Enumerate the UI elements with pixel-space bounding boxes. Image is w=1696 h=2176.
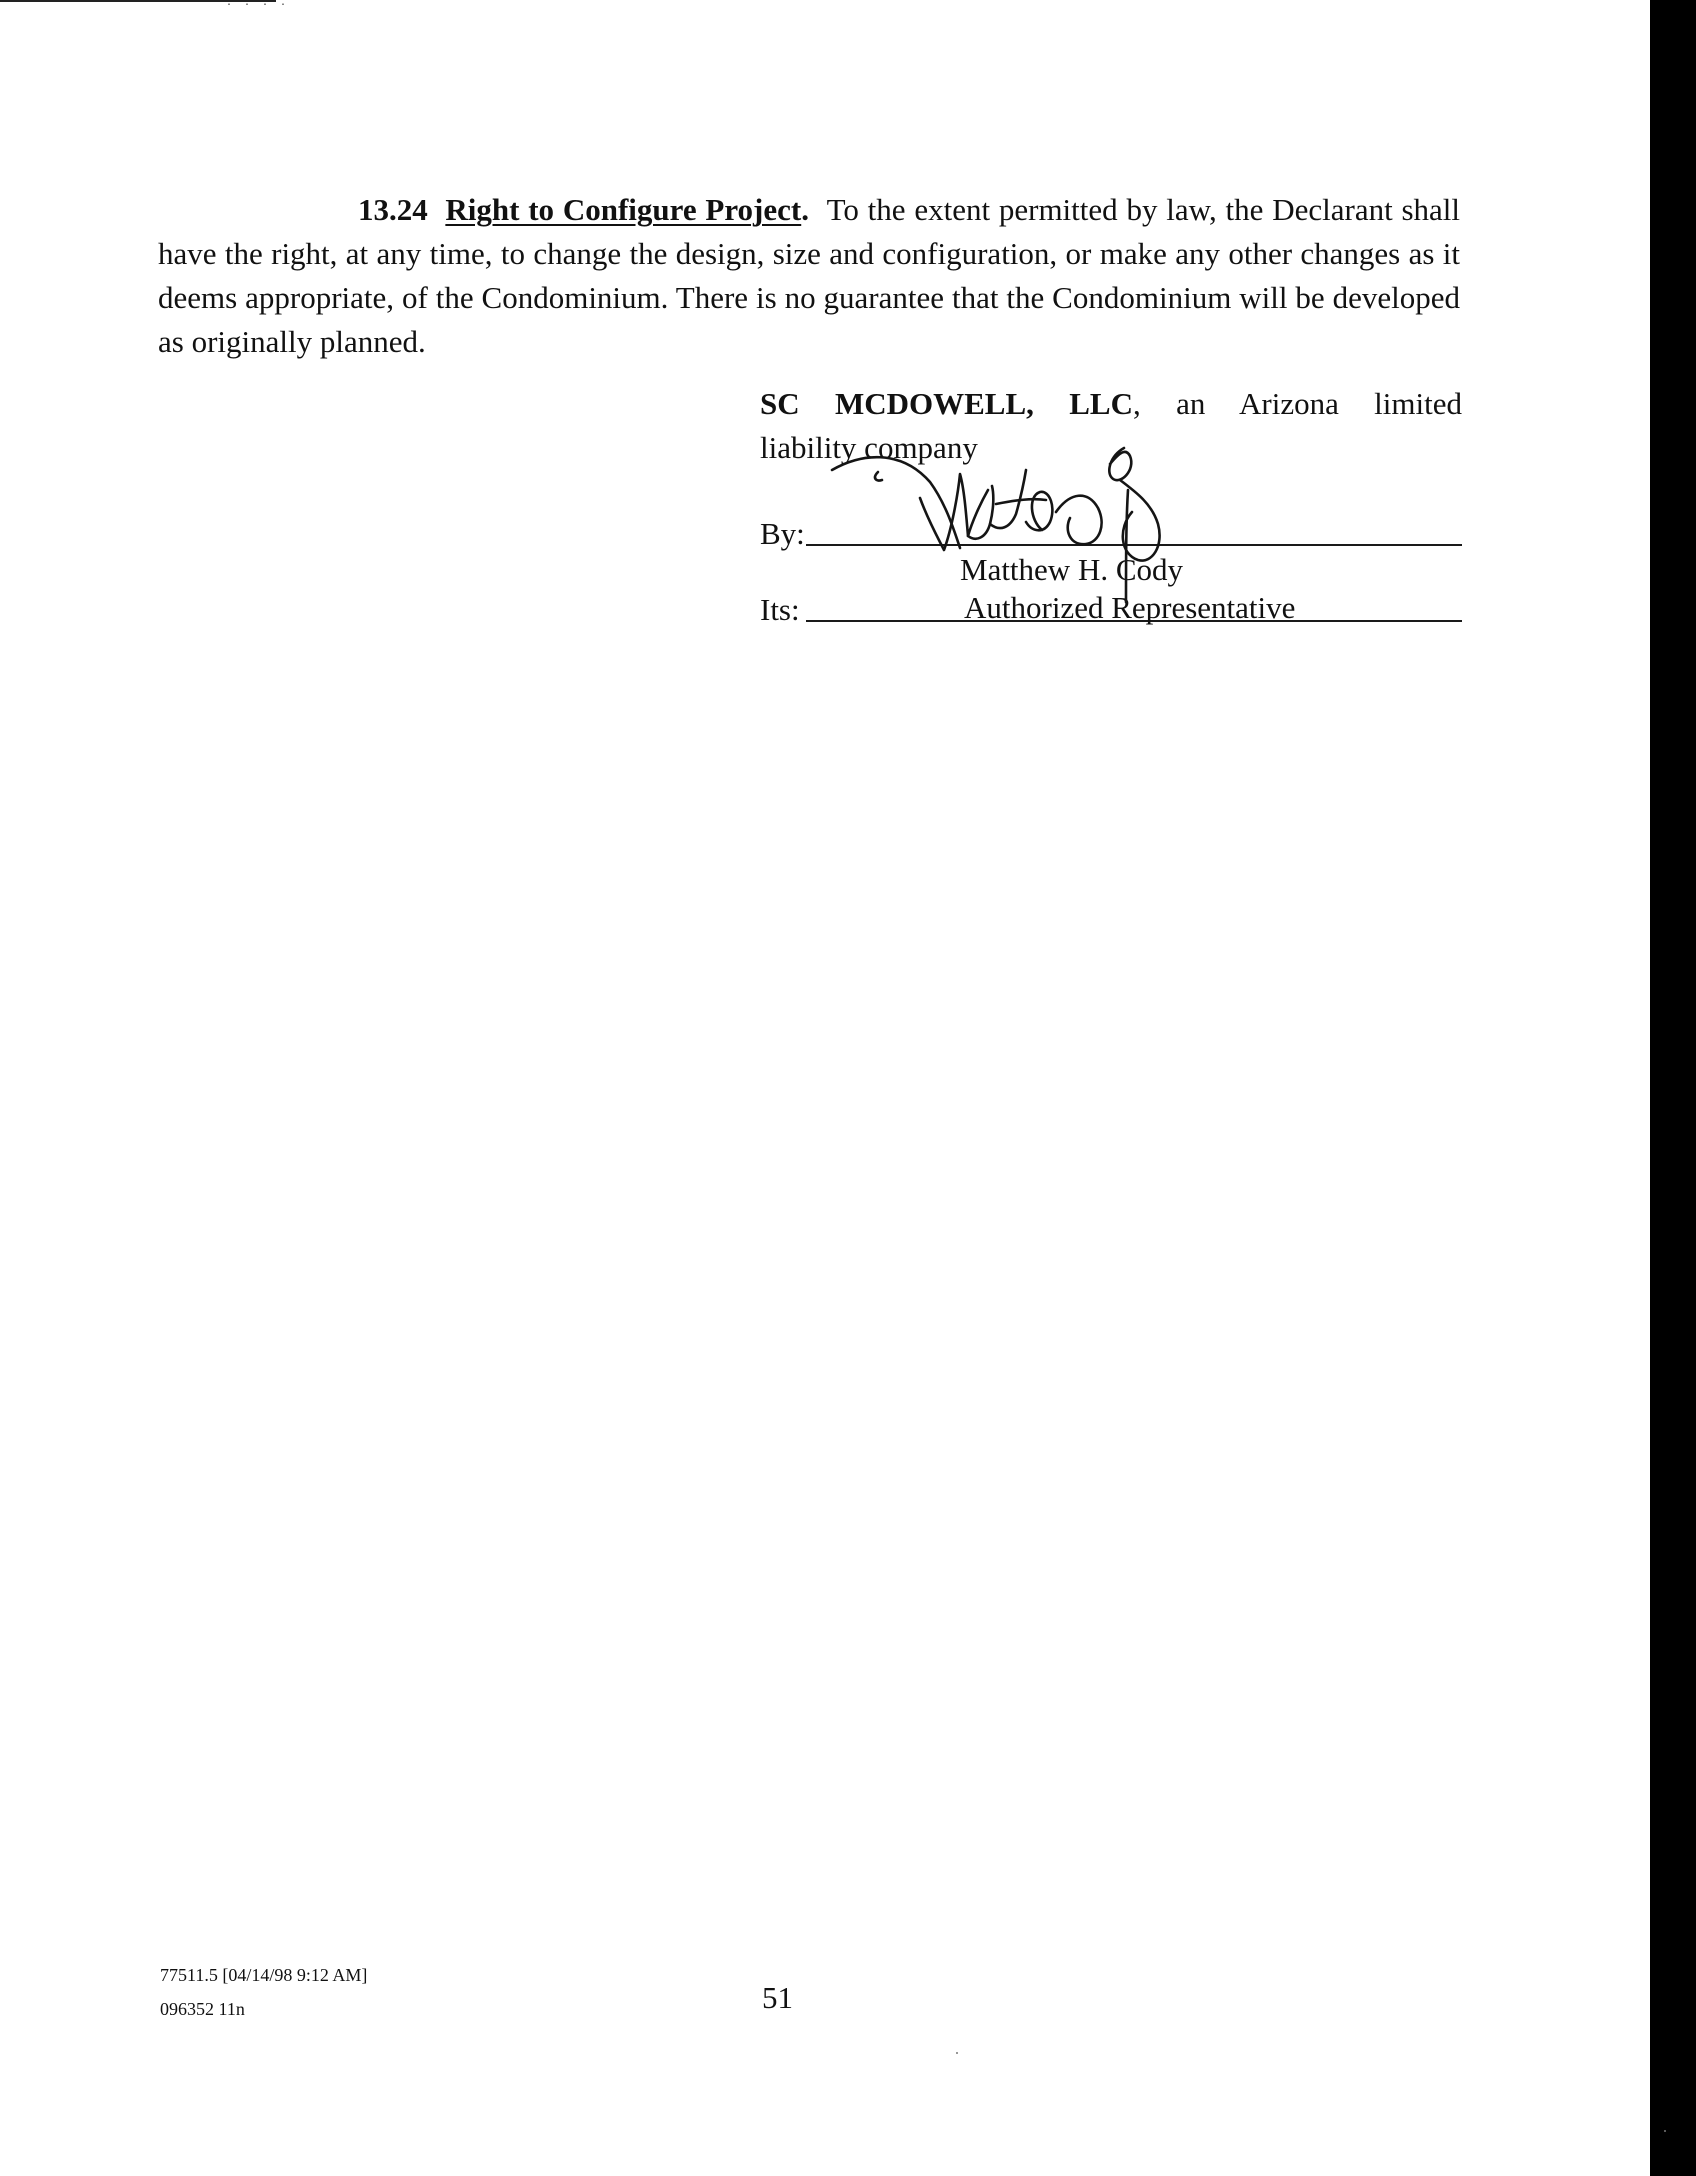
signer-name: Matthew H. Cody (960, 552, 1184, 587)
scan-speck (1664, 2130, 1666, 2132)
document-reference-line: 77511.5 [04/14/98 9:12 AM] (160, 1965, 368, 1985)
document-reference (160, 1958, 367, 2026)
document-reference-line: 096352 11n (160, 1999, 245, 2019)
section-number: 13.24 (358, 192, 428, 227)
signer-title: Authorized Representative (964, 590, 1296, 625)
page-number: 51 (762, 1980, 793, 2015)
section-title: Right to Configure Project (445, 192, 802, 227)
company-description-cont: liability company (760, 430, 978, 465)
company-description: , an Arizona limited (1133, 386, 1463, 421)
scan-speck (956, 2052, 958, 2054)
by-label: By: (760, 516, 805, 551)
section-paragraph: 13.24 Right to Configure Project. To the extent permitted by law, the Declarant shall have the right, at any time, to change the design, size and configuration, or make any other changes as it deems appropriate, of the Condominium. There is no guarantee that the Condominium will be developed as originally planned. (158, 192, 1461, 359)
handwritten-signature (820, 412, 1200, 612)
top-edge-dots: . . . . (226, 0, 290, 9)
section-body: To the extent permitted by law, the Declarant shall have the right, at any time, to change the design, size and configuration, or make any other changes as it deems appropriate, of the Condominium. There is no guarantee that the Condominium will be developed as originally planned. (158, 192, 1461, 359)
scan-right-border (1650, 0, 1696, 2176)
its-label: Its: (760, 592, 800, 627)
company-name: SC MCDOWELL, LLC (760, 386, 1133, 421)
